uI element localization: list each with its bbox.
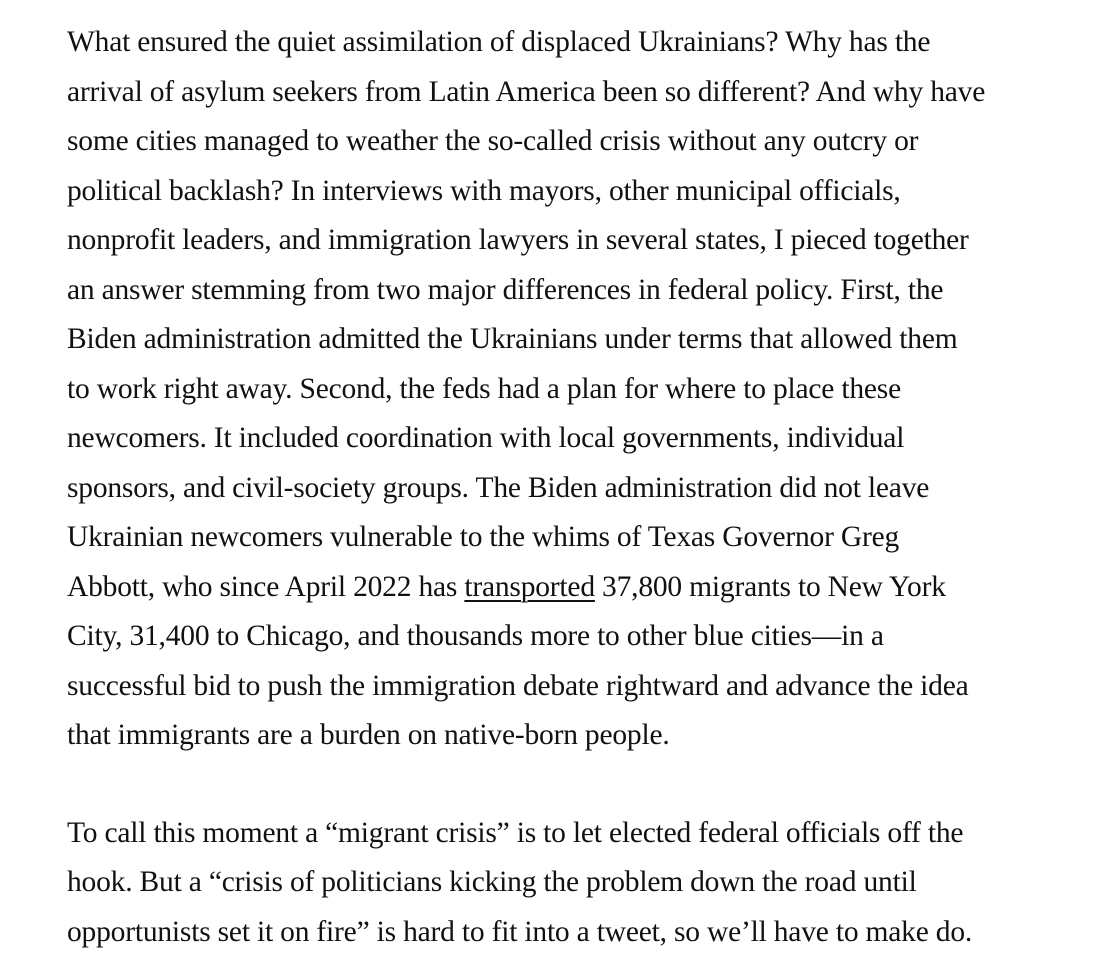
paragraph-1-line-11: Ukrainian newcomers vulnerable to the whims of Texas Governor Greg [67,521,900,553]
paragraph-1-line-3: some cities managed to weather the so-called crisis without any outcry or [67,125,919,157]
paragraph-1-line-4: political backlash? In interviews with mayors, other municipal officials, [67,174,901,207]
paragraph-1-line-8: to work right away. Second, the feds had a plan for where to place these [67,372,901,405]
paragraph-2-line-1: To call this moment a “migrant crisis” is to let elected federal officials off the [67,816,964,849]
paragraph-1-line-9: newcomers. It included coordination with local governments, individual [67,422,905,454]
paragraph-1-line-1: What ensured the quiet assimilation of displaced Ukrainians? Why has the [67,26,931,58]
article-paragraph-1 [67,18,1067,761]
line-12-text-after-link: 37,800 migrants to New York [594,570,946,603]
line-12-text-before-link: Abbott, who since April 2022 has [67,570,465,603]
paragraph-1-line-7: Biden administration admitted the Ukrainians under terms that allowed them [67,323,958,355]
paragraph-1-line-14: successful bid to push the immigration debate rightward and advance the idea [67,669,969,702]
paragraph-1-line-13: City, 31,400 to Chicago, and thousands more to other blue cities—in a [67,620,884,652]
paragraph-2-line-2: hook. But a “crisis of politicians kicking the problem down the road until [67,866,917,898]
paragraph-1-line-2: arrival of asylum seekers from Latin America been so different? And why have [67,75,986,108]
paragraph-1-line-12 [67,563,1067,613]
paragraph-1-line-10: sponsors, and civil-society groups. The Biden administration did not leave [67,471,930,504]
paragraph-1-line-15: that immigrants are a burden on native-born people. [67,719,670,751]
article-body [67,18,1067,957]
paragraph-1-line-5: nonprofit leaders, and immigration lawyers in several states, I pieced together [67,224,969,256]
transported-link[interactable]: transported [464,570,595,603]
paragraph-1-line-6: an answer stemming from two major differences in federal policy. First, the [67,273,944,306]
paragraph-2-line-3: opportunists set it on fire” is hard to fit into a tweet, so we’ll have to make do. [67,915,973,948]
article-paragraph-2 [67,809,1067,958]
